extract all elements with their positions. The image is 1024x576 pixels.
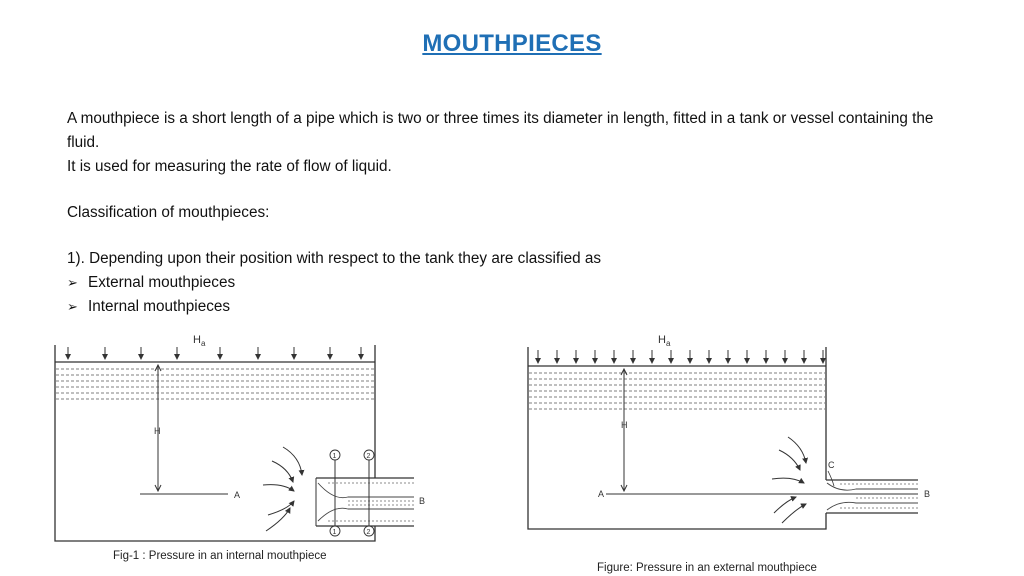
bullet-item [67,295,947,319]
tank-outline [55,345,375,541]
slide-body [67,107,947,319]
pressure-arrows [68,347,361,359]
usage-paragraph: It is used for measuring the rate of flow of liquid. [67,158,392,175]
label-ha: $H_a$ [658,334,671,348]
label-h: H [154,426,161,436]
flow-arrows [263,447,302,531]
slide-title: MOUTHPIECES [422,30,602,57]
label-h: H [621,420,628,430]
bullet-arrow-icon: ➢ [67,299,78,314]
label-c: C [828,460,835,470]
flow-arrows [772,437,806,523]
tank-outline [528,347,826,529]
internal-mouthpiece-diagram [48,333,448,549]
pressure-arrows [538,350,823,363]
section-label-2: 2 [366,529,371,536]
label-ha: $H_a$ [193,334,206,348]
section-label-1: 1 [332,529,337,536]
bullet-text-internal: Internal mouthpieces [88,298,231,315]
figure-caption: Fig-1 : Pressure in an internal mouthpiece [113,550,327,562]
water-lines [529,373,825,409]
section-label-2: 2 [366,453,371,460]
label-a: A [598,489,605,499]
figure-caption: Figure: Pressure in an external mouthpiece [597,562,817,574]
bullet-item [67,271,947,295]
label-b: B [419,496,426,506]
bullet-arrow-icon: ➢ [67,275,78,290]
external-mouthpiece-diagram [520,333,940,558]
mouthpiece-pipe [826,471,918,513]
definition-paragraph: A mouthpiece is a short length of a pipe which is two or three times its diameter in length, fitted in a tank or vessel containing the fluid. [67,110,934,151]
section-label-1: 1 [332,453,337,460]
classification-heading: Classification of mouthpieces: [67,204,270,221]
water-lines [56,369,374,399]
figure-internal-mouthpiece [48,333,448,576]
figure-external-mouthpiece [520,333,940,576]
classification-intro: 1). Depending upon their position with respect to the tank they are classified as [67,250,602,267]
bullet-text-external: External mouthpieces [88,274,236,291]
mouthpiece-pipe [316,478,414,526]
label-b: B [924,489,931,499]
label-a: A [234,490,241,500]
